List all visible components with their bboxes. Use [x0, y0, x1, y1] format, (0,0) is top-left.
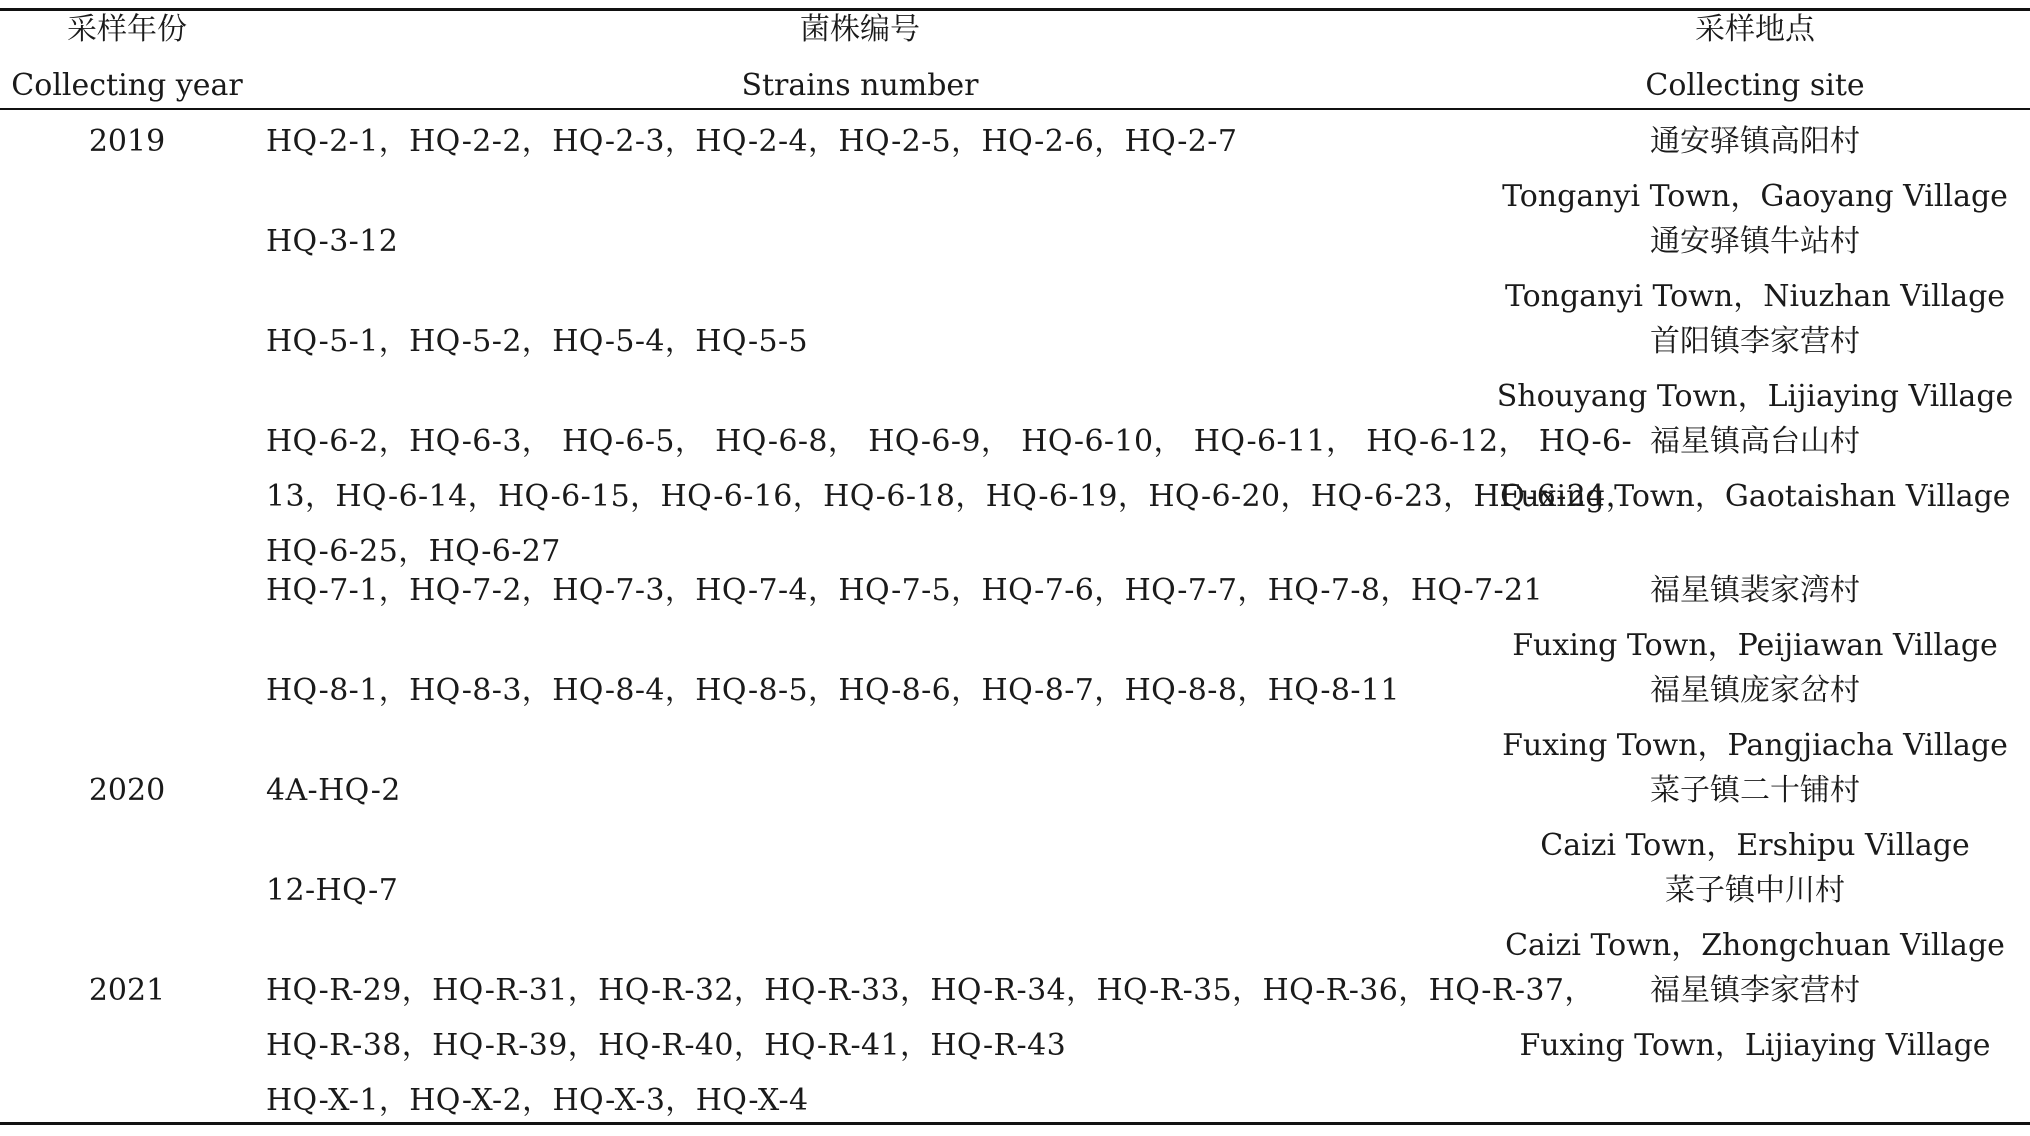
site-en: Shouyang Town，Lijiaying Village: [1496, 379, 2014, 414]
header-site-cn: 采样地点: [1695, 12, 1815, 47]
strain-line: HQ-7-1，HQ-7-2，HQ-7-3，HQ-7-4，HQ-7-5，HQ-7-6，HQ-7-7，HQ-7-8，HQ-7-21: [266, 573, 1544, 608]
header-rule: [0, 108, 2030, 110]
site-en: Fuxing Town，Pangjiacha Village: [1502, 728, 2008, 763]
strain-line: HQ-2-1，HQ-2-2，HQ-2-3，HQ-2-4，HQ-2-5，HQ-2-6，HQ-2-7: [266, 124, 1238, 159]
year-cell: 2021: [88, 973, 166, 1008]
strain-line: HQ-R-29，HQ-R-31，HQ-R-32，HQ-R-33，HQ-R-34，HQ-R-35，HQ-R-36，HQ-R-37，: [266, 973, 1595, 1008]
site-en: Fuxing Town，Gaotaishan Village: [1499, 479, 2011, 514]
site-cn: 菜子镇中川村: [1665, 873, 1845, 908]
site-en: Fuxing Town，Peijiawan Village: [1512, 628, 1998, 663]
header-strain-en: Strains number: [741, 68, 979, 103]
strain-line: 13，HQ-6-14，HQ-6-15，HQ-6-16，HQ-6-18，HQ-6-19，HQ-6-20，HQ-6-23，HQ-6-24，: [266, 479, 1637, 514]
top-rule: [0, 8, 2030, 11]
site-cn: 福星镇高台山村: [1650, 424, 1860, 459]
site-cn: 首阳镇李家营村: [1650, 324, 1860, 359]
site-cn: 菜子镇二十铺村: [1650, 773, 1860, 808]
strain-line: HQ-3-12: [266, 224, 399, 259]
site-cn: 福星镇裴家湾村: [1650, 573, 1860, 608]
strain-line: HQ-6-2，HQ-6-3， HQ-6-5， HQ-6-8， HQ-6-9， HQ-6-10， HQ-6-11， HQ-6-12， HQ-6-: [266, 424, 1633, 459]
site-en: Tonganyi Town，Niuzhan Village: [1504, 279, 2006, 314]
strain-line: 12-HQ-7: [266, 873, 399, 908]
strain-line: HQ-5-1，HQ-5-2，HQ-5-4，HQ-5-5: [266, 324, 809, 359]
strain-line: HQ-R-38，HQ-R-39，HQ-R-40，HQ-R-41，HQ-R-43: [266, 1028, 1067, 1063]
strain-line: HQ-X-1，HQ-X-2，HQ-X-3，HQ-X-4: [266, 1083, 809, 1118]
site-en: Fuxing Town，Lijiaying Village: [1519, 1028, 1991, 1063]
header-site-en: Collecting site: [1645, 68, 1865, 103]
site-en: Caizi Town，Zhongchuan Village: [1505, 928, 2005, 963]
header-year-en: Collecting year: [11, 68, 243, 103]
site-cn: 福星镇庞家岔村: [1650, 673, 1860, 708]
header-year-cn: 采样年份: [67, 12, 187, 47]
strain-line: 4A-HQ-2: [266, 773, 401, 808]
site-cn: 通安驿镇高阳村: [1650, 124, 1860, 159]
site-cn: 福星镇李家营村: [1650, 973, 1860, 1008]
site-en: Caizi Town，Ershipu Village: [1540, 828, 1970, 863]
strain-line: HQ-8-1，HQ-8-3，HQ-8-4，HQ-8-5，HQ-8-6，HQ-8-7，HQ-8-8，HQ-8-11: [266, 673, 1400, 708]
site-cn: 通安驿镇牛站村: [1650, 224, 1860, 259]
bottom-rule: [0, 1122, 2030, 1125]
strain-line: HQ-6-25，HQ-6-27: [266, 534, 561, 569]
year-cell: 2020: [88, 773, 166, 808]
year-cell: 2019: [88, 124, 166, 159]
site-en: Tonganyi Town，Gaoyang Village: [1502, 179, 2008, 214]
header-strain-cn: 菌株编号: [800, 12, 920, 47]
